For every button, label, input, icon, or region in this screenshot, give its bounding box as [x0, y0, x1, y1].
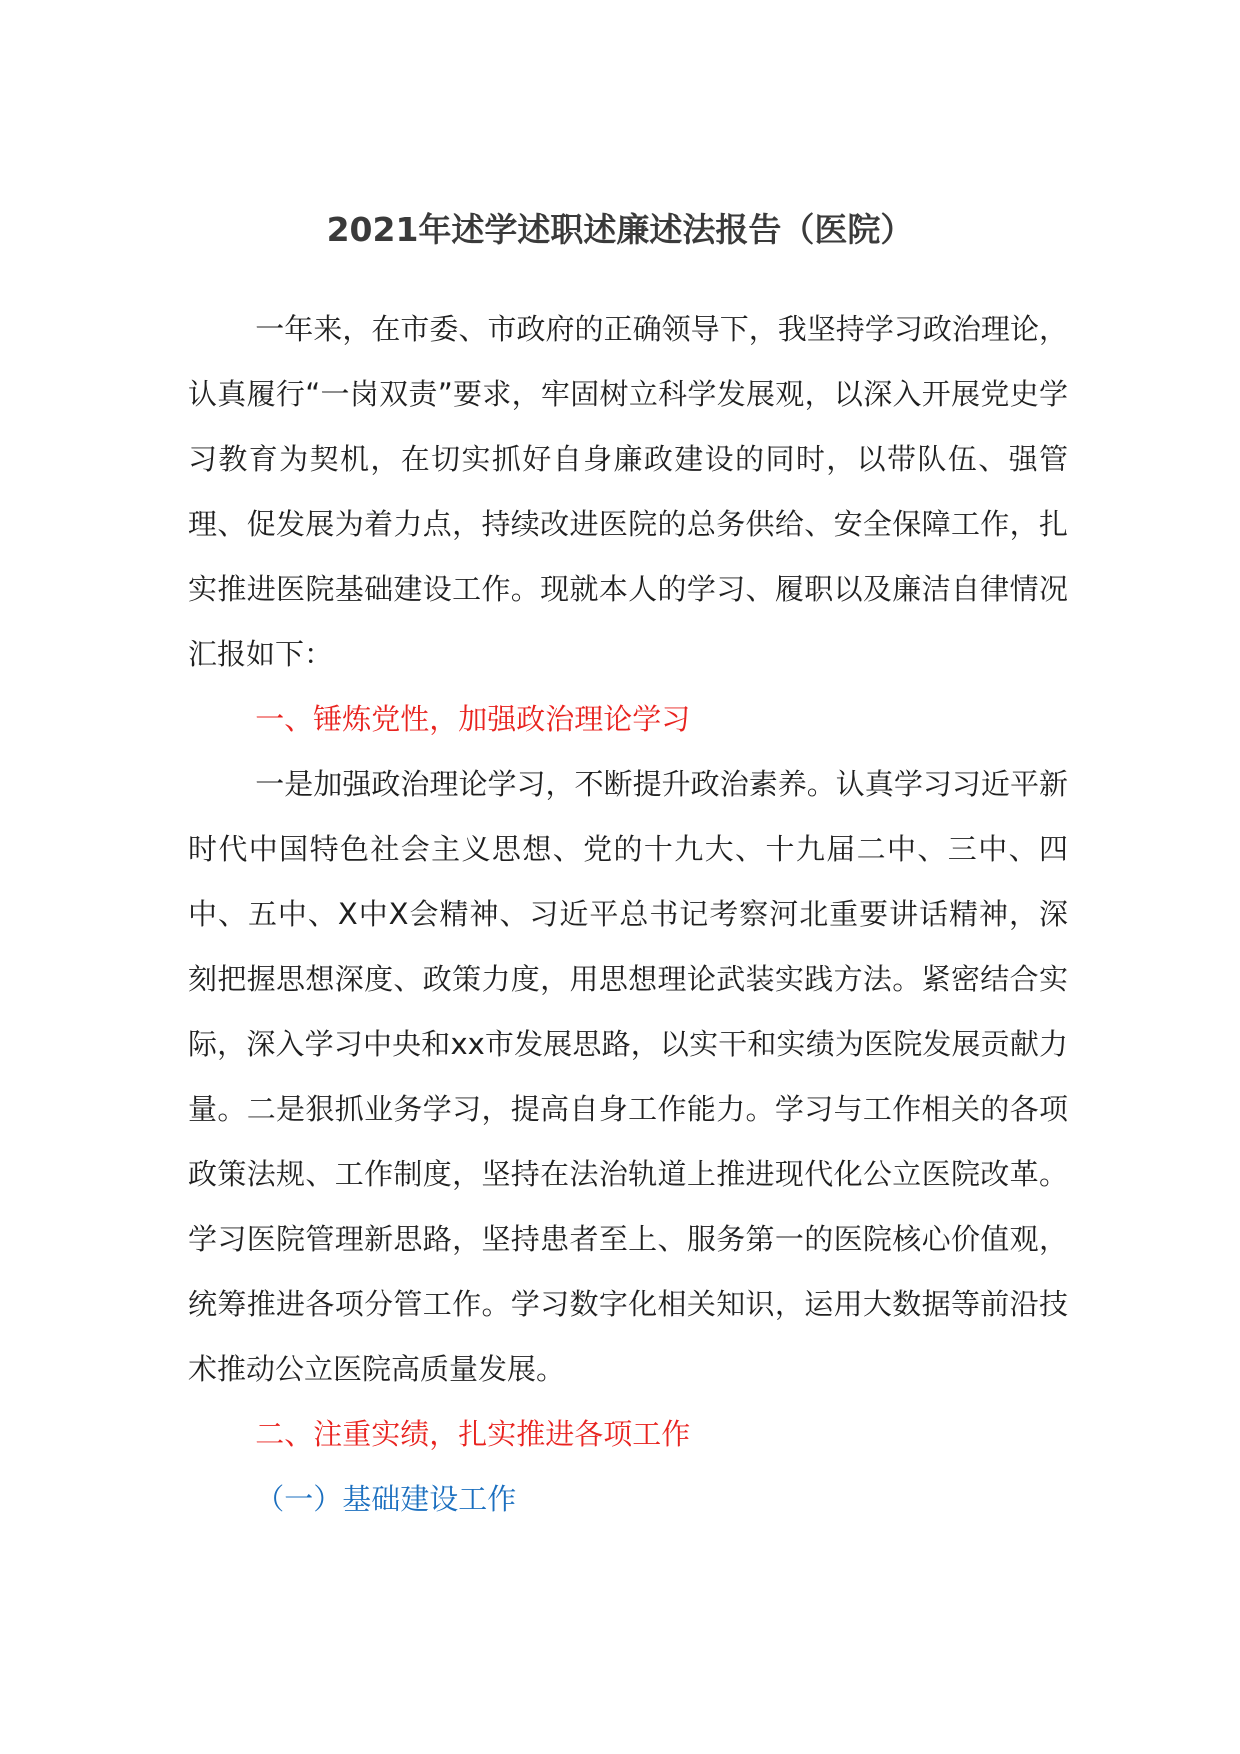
section-2-heading: 二、注重实绩，扎实推进各项工作 — [255, 1417, 691, 1451]
subsection-1-heading: （一）基础建设工作 — [255, 1482, 517, 1516]
section-1-paragraph: 一是加强政治理论学习，不断提升政治素养。认真学习习近平新时代中国特色社会主义思想、党的十九大、十九届二中、三中、四中、五中、X中X会精神、习近平总书记考察河北重要讲话精神，深刻把握思想深度、政策力度，用思想理论武装实践方法。紧密结合实际，深入学习中央和xx市发展思路，以实干和实绩为医院发展贡献力量。二是狠抓业务学习，提高自身工作能力。学习与工作相关的各项政策法规、工作制度，坚持在法治轨道上推进现代化公立医院改革。学习医院管理新思路，坚持患者至上、服务第一的医院核心价值观，统筹推进各项分管工作。学习数字化相关知识，运用大数据等前沿技术推动公立医院高质量发展。 — [188, 767, 1068, 1386]
document-body — [188, 297, 1068, 1532]
intro-paragraph: 一年来，在市委、市政府的正确领导下，我坚持学习政治理论，认真履行“一岗双责”要求，牢固树立科学发展观，以深入开展党史学习教育为契机，在切实抓好自身廉政建设的同时，以带队伍、强管理、促发展为着力点，持续改进医院的总务供给、安全保障工作，扎实推进医院基础建设工作。现就本人的学习、履职以及廉洁自律情况汇报如下： — [188, 312, 1068, 671]
document-title: 2021年述学述职述廉述法报告（医院） — [326, 210, 914, 249]
section-1-heading: 一、锤炼党性，加强政治理论学习 — [255, 702, 691, 736]
